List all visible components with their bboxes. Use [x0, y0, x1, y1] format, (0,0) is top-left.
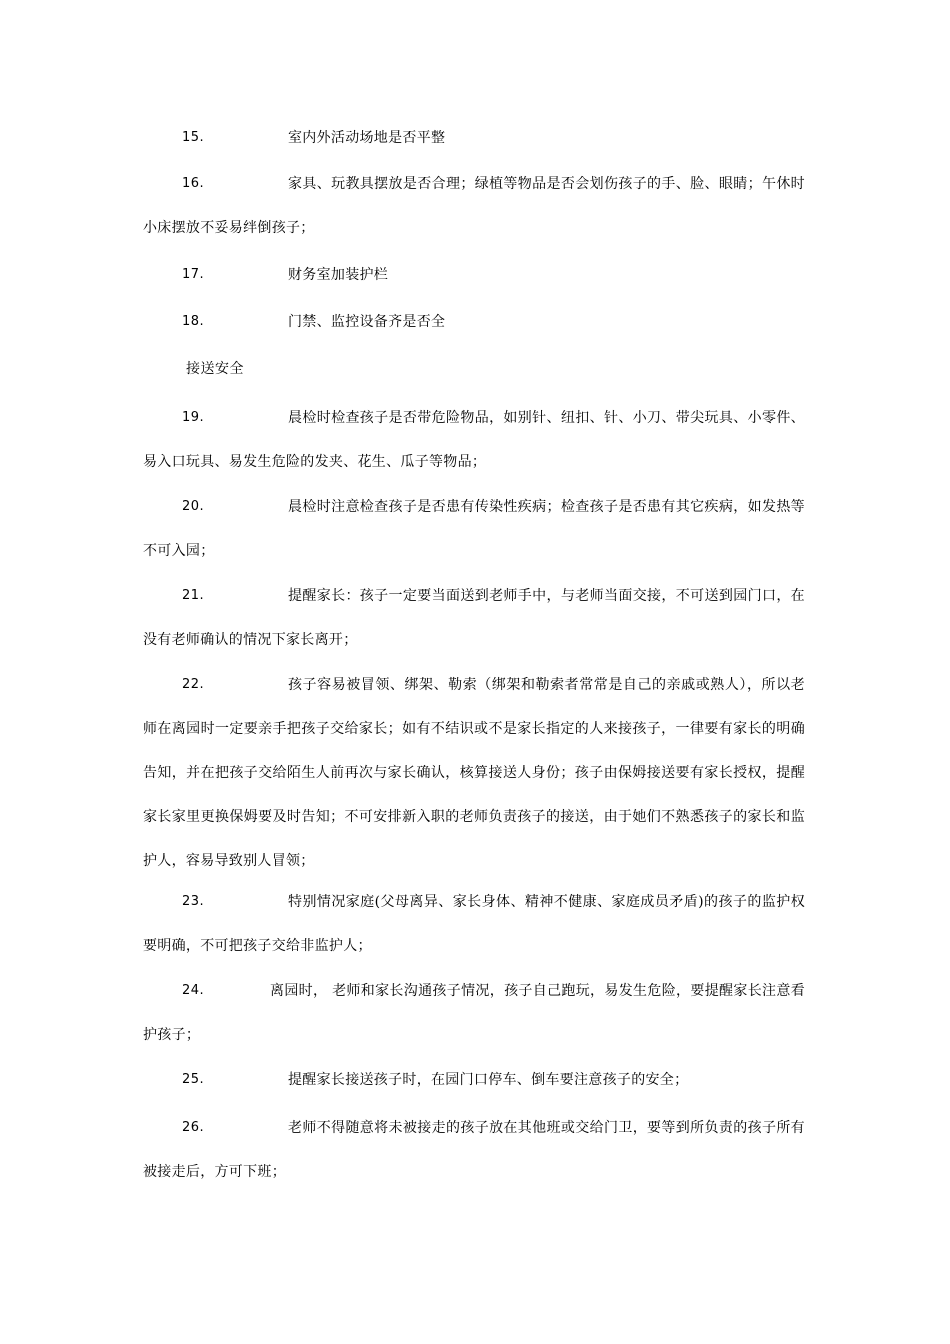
- list-item: [143, 396, 805, 484]
- item-text-line: 不可入园；: [143, 543, 215, 559]
- list-item: [143, 300, 805, 344]
- item-number: 24.: [182, 983, 205, 998]
- item-text-line: 特别情况家庭(父母离异、家长身体、精神不健康、家庭成员矛盾)的孩子的监护权: [288, 894, 805, 910]
- list-item: [143, 880, 805, 968]
- item-number: 23.: [182, 894, 205, 909]
- section-heading: 接送安全: [186, 361, 244, 377]
- list-item: [143, 969, 805, 1057]
- item-text-line: 门禁、监控设备齐是否全: [288, 314, 446, 330]
- item-text-line: 师在离园时一定要亲手把孩子交给家长；如有不结识或不是家长指定的人来接孩子，一律要有家长的明确: [143, 721, 805, 737]
- item-text-line: 家长家里更换保姆要及时告知；不可安排新入职的老师负责孩子的接送，由于她们不熟悉孩子的家长和监: [143, 809, 805, 825]
- item-text-line: 提醒家长接送孩子时，在园门口停车、倒车要注意孩子的安全；: [288, 1072, 689, 1088]
- list-item: [143, 116, 805, 160]
- item-text-line: 孩子容易被冒领、绑架、勒索（绑架和勒索者常常是自己的亲戚或熟人），所以老: [288, 677, 805, 693]
- item-number: 17.: [182, 267, 205, 282]
- item-text-line: 要明确，不可把孩子交给非监护人；: [143, 938, 372, 954]
- item-text-line: 护人，容易导致别人冒领；: [143, 853, 315, 869]
- item-text-line: 告知，并在把孩子交给陌生人前再次与家长确认，核算接送人身份；孩子由保姆接送要有家长授权，提醒: [143, 765, 805, 781]
- item-text-line: 老师不得随意将未被接走的孩子放在其他班或交给门卫，要等到所负责的孩子所有: [288, 1120, 805, 1136]
- item-number: 21.: [182, 588, 205, 603]
- item-text-line: 家具、玩教具摆放是否合理；绿植等物品是否会划伤孩子的手、脸、眼睛；午休时: [288, 176, 805, 192]
- item-text-line: 提醒家长：孩子一定要当面送到老师手中，与老师当面交接，不可送到园门口，在: [288, 588, 805, 604]
- item-text-line: 室内外活动场地是否平整: [288, 130, 446, 146]
- item-text-line: 易入口玩具、易发生危险的发夹、花生、瓜子等物品；: [143, 454, 487, 470]
- item-number: 26.: [182, 1120, 205, 1135]
- item-text-line: 被接走后，方可下班；: [143, 1164, 286, 1180]
- item-text-line: 财务室加装护栏: [288, 267, 389, 283]
- item-text-line: 晨检时检查孩子是否带危险物品，如别针、纽扣、针、小刀、带尖玩具、小零件、: [288, 410, 805, 426]
- item-number: 19.: [182, 410, 205, 425]
- item-number: 15.: [182, 130, 205, 145]
- list-item: [143, 1058, 805, 1102]
- item-text-line: 护孩子；: [143, 1027, 201, 1043]
- item-number: 22.: [182, 677, 205, 692]
- list-item: [143, 574, 805, 662]
- item-number: 25.: [182, 1072, 205, 1087]
- list-item: [143, 253, 805, 297]
- item-number: 20.: [182, 499, 205, 514]
- item-text-line: 离园时， 老师和家长沟通孩子情况，孩子自己跑玩，易发生危险，要提醒家长注意看: [270, 983, 805, 999]
- item-text-line: 没有老师确认的情况下家长离开；: [143, 632, 358, 648]
- item-number: 18.: [182, 314, 205, 329]
- list-item: [143, 663, 805, 883]
- list-item: [143, 162, 805, 250]
- item-text-line: 小床摆放不妥易绊倒孩子；: [143, 220, 315, 236]
- item-number: 16.: [182, 176, 205, 191]
- list-item: [143, 1106, 805, 1194]
- list-item: [143, 485, 805, 573]
- item-text-line: 晨检时注意检查孩子是否患有传染性疾病；检查孩子是否患有其它疾病，如发热等: [288, 499, 805, 515]
